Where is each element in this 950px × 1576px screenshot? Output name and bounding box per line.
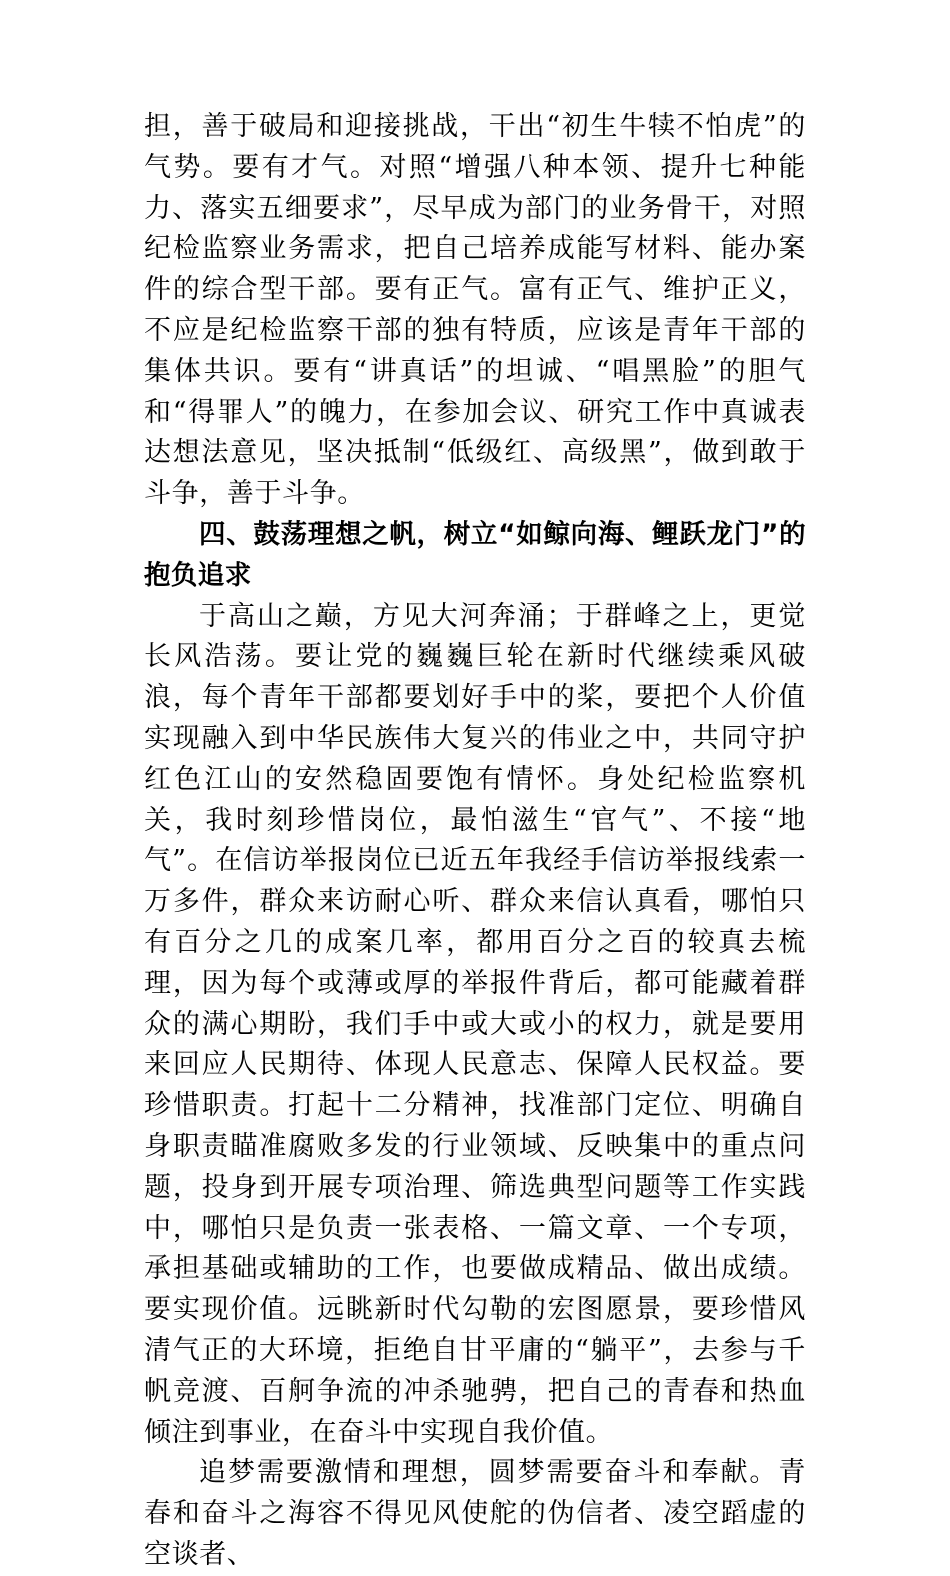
body-paragraph-3: 追梦需要激情和理想，圆梦需要奋斗和奉献。青春和奋斗之海容不得见风使舵的伪信者、凌空蹈虚的空谈者、 (144, 1457, 806, 1570)
section-heading-4: 四、鼓荡理想之帆，树立“如鲸向海、鲤跃龙门”的抱负追求 (144, 518, 806, 591)
document-page (144, 107, 806, 1576)
body-paragraph-1: 担，善于破局和迎接挑战，干出“初生牛犊不怕虎”的气势。要有才气。对照“增强八种本领、提升七种能力、落实五细要求”，尽早成为部门的业务骨干，对照纪检监察业务需求，把自己培养成能写材料、能办案件的综合型干部。要有正气。富有正气、维护正义，不应是纪检监察干部的独有特质，应该是青年干部的集体共识。要有“讲真话”的坦诚、“唱黑脸”的胆气和“得罪人”的魄力，在参加会议、研究工作中真诚表达想法意见，坚决抵制“低级红、高级黑”，做到敢于斗争，善于斗争。 (144, 111, 806, 510)
body-paragraph-2: 于高山之巅，方见大河奔涌；于群峰之上，更觉长风浩荡。要让党的巍巍巨轮在新时代继续乘风破浪，每个青年干部都要划好手中的桨，要把个人价值实现融入到中华民族伟大复兴的伟业之中，共同守护红色江山的安然稳固要饱有情怀。身处纪检监察机关，我时刻珍惜岗位，最怕滋生“官气”、不接“地气”。在信访举报岗位已近五年我经手信访举报线索一万多件，群众来访耐心听、群众来信认真看，哪怕只有百分之几的成案几率，都用百分之百的较真去梳理，因为每个或薄或厚的举报件背后，都可能藏着群众的满心期盼，我们手中或大或小的权力，就是要用来回应人民期待、体现人民意志、保障人民权益。要珍惜职责。打起十二分精神，找准部门定位、明确自身职责瞄准腐败多发的行业领域、反映集中的重点问题，投身到开展专项治理、筛选典型问题等工作实践中，哪怕只是负责一张表格、一篇文章、一个专项，承担基础或辅助的工作，也要做成精品、做出成绩。要实现价值。远眺新时代勾勒的宏图愿景，要珍惜风清气正的大环境，拒绝自甘平庸的“躺平”，去参与千帆竞渡、百舸争流的冲杀驰骋，把自己的青春和热血倾注到事业，在奋斗中实现自我价值。 (144, 600, 806, 1448)
